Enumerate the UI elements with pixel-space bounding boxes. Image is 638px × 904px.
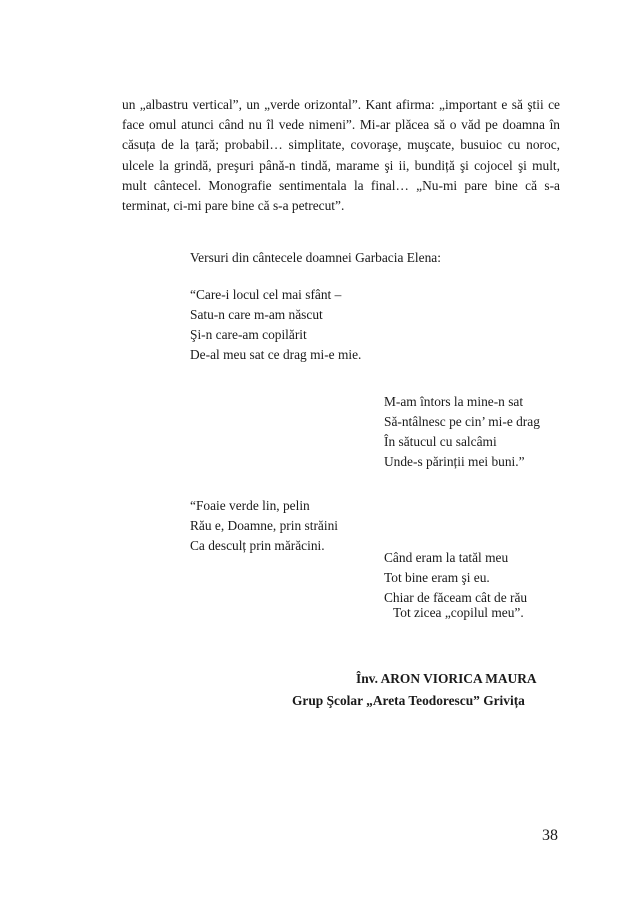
poem1-right-line-2: Să-ntâlnesc pe cin’ mi-e drag (384, 414, 540, 429)
poem2-right-line-4: Tot zicea „copilul meu”. (393, 605, 524, 620)
author-name: Înv. ARON VIORICA MAURA (356, 671, 537, 686)
poem1-left-line-2: Satu-n care m-am născut (190, 307, 323, 322)
poem1-right-line-3: În sătucul cu salcâmi (384, 434, 497, 449)
poem2-right-line-1: Când eram la tatăl meu (384, 550, 509, 565)
poem2-left-line-3: Ca desculț prin mărăcini. (190, 538, 325, 553)
poem1-right-line-4: Unde-s părinții mei buni.” (384, 454, 525, 469)
poem2-left-line-2: Rău e, Doamne, prin străini (190, 518, 339, 533)
poem2-right-line-2: Tot bine eram şi eu. (384, 570, 490, 585)
poem1-right-line-1: M-am întors la mine-n sat (384, 394, 524, 409)
poem1-left-line-1: “Care-i locul cel mai sfânt – (190, 287, 342, 302)
poem2-right-line-3: Chiar de făceam cât de rău (384, 590, 528, 605)
poem2-left-line-1: “Foaie verde lin, pelin (190, 498, 310, 513)
poem1-left-line-4: De-al meu sat ce drag mi-e mie. (190, 347, 362, 362)
page-number: 38 (542, 827, 558, 844)
body-paragraph (122, 95, 560, 216)
author-school: Grup Şcolar „Areta Teodorescu” Grivița (292, 693, 525, 708)
verses-intro: Versuri din cântecele doamnei Garbacia Elena: (190, 250, 441, 265)
poem1-left-line-3: Şi-n care-am copilărit (190, 327, 307, 342)
paragraph-text: un „albastru vertical”, un „verde orizontal”. Kant afirma: „important e să ştii ce face omul atunci când nu îl vede nimeni”. Mi-ar plăcea să o văd pe doamna în căsuța de la țară; probabil… simplitate, covoraşe, muşcate, busuioc cu noroc, ulcele la grindă, preşuri până-n tindă, marame şi ii, bundiță şi cojocel şi mult, mult cântecel. Monografie sentimentala la final… „Nu-mi pare bine că s-a terminat, ci-mi pare bine că s-a petrecut”. (122, 97, 560, 214)
